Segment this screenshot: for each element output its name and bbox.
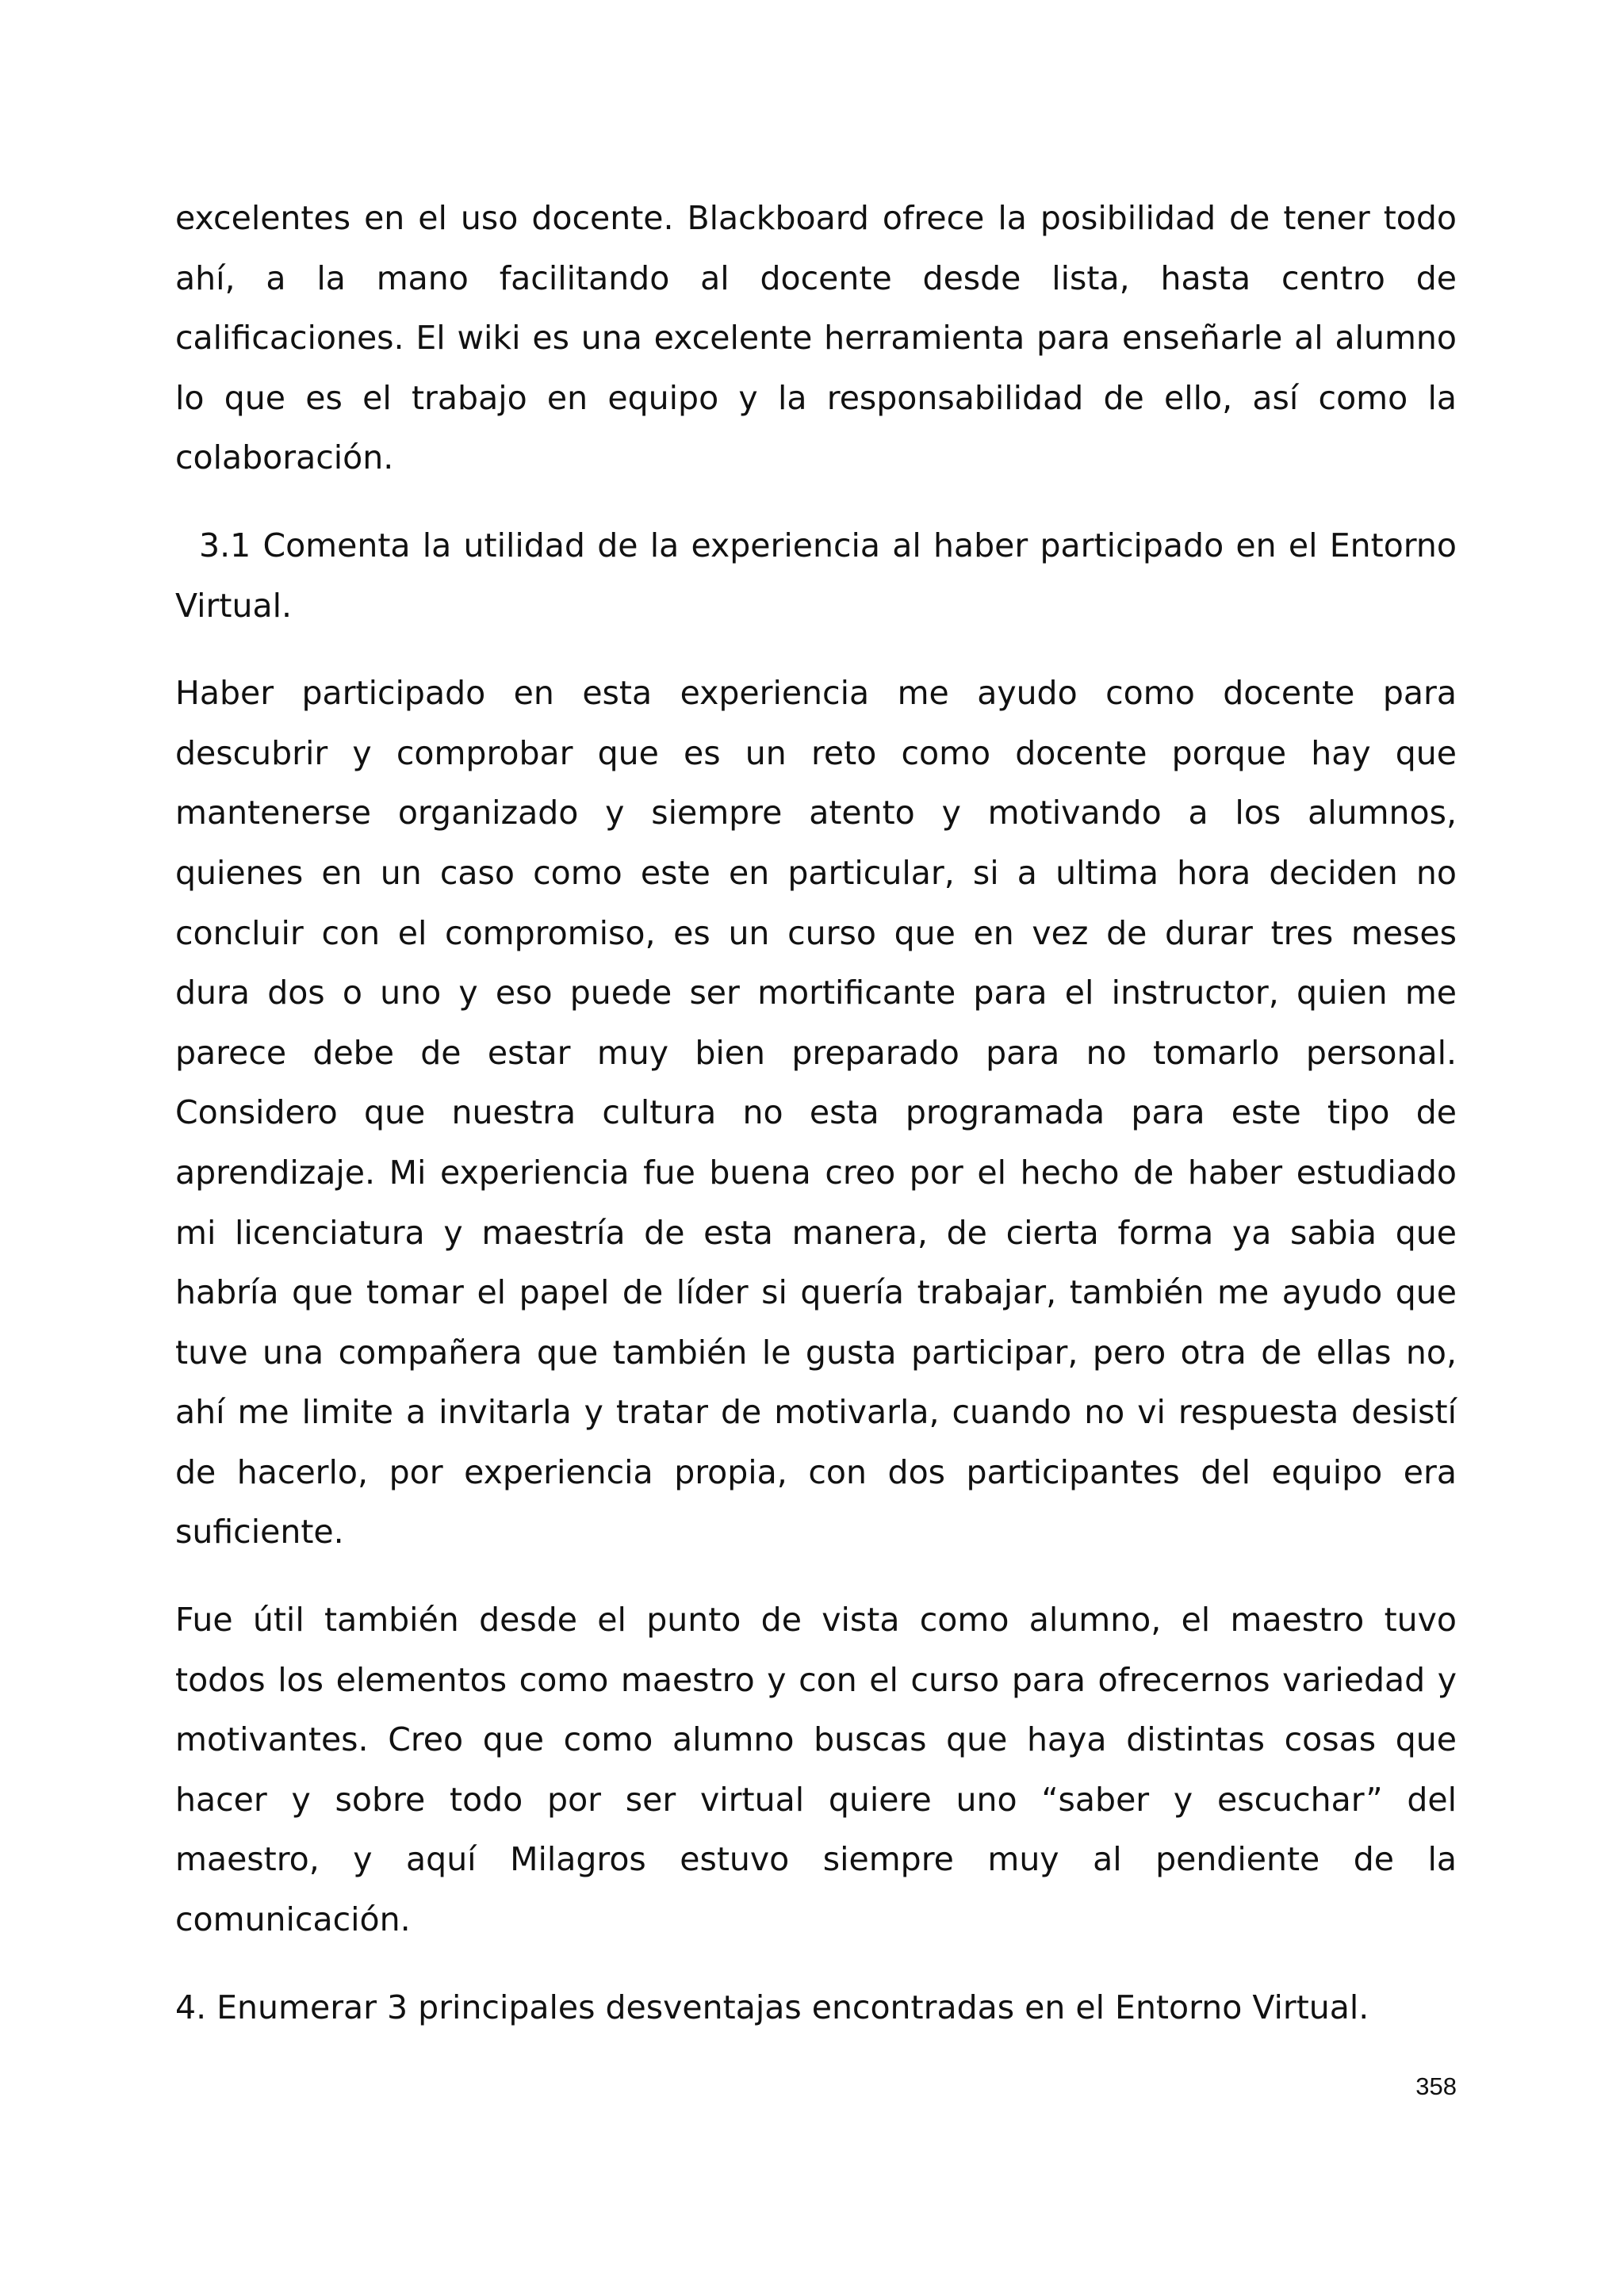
text-line: maestro, y aquí Milagros estuvo siempre muy al pendiente de la xyxy=(175,1840,1457,1879)
text-line: Considero que nuestra cultura no esta programada para este tipo de xyxy=(175,1093,1457,1132)
text-line: quienes en un caso como este en particular, si a ultima hora deciden no xyxy=(175,853,1457,892)
text-line: lo que es el trabajo en equipo y la responsabilidad de ello, así como la xyxy=(175,378,1457,417)
text-line: concluir con el compromiso, es un curso que en vez de durar tres meses xyxy=(175,913,1457,952)
paragraph xyxy=(175,189,1457,488)
page-number: 358 xyxy=(1415,2072,1457,2100)
text-line: 4. Enumerar 3 principales desventajas encontradas en el Entorno Virtual. xyxy=(175,1988,1369,2026)
text-line: Virtual. xyxy=(175,586,293,625)
question-heading xyxy=(175,516,1457,636)
text-line: mi licenciatura y maestría de esta manera, de cierta forma ya sabia que xyxy=(175,1213,1457,1252)
text-line: Fue útil también desde el punto de vista como alumno, el maestro tuvo xyxy=(175,1601,1457,1640)
text-line: colaboración. xyxy=(175,438,394,477)
text-line: aprendizaje. Mi experiencia fue buena creo por el hecho de haber estudiado xyxy=(175,1153,1457,1192)
question-heading xyxy=(175,1978,1457,2038)
text-line: dura dos o uno y eso puede ser mortificante para el instructor, quien me xyxy=(175,974,1457,1012)
text-line: tuve una compañera que también le gusta participar, pero otra de ellas no, xyxy=(175,1333,1457,1372)
paragraph xyxy=(175,664,1457,1563)
text-line: hacer y sobre todo por ser virtual quiere uno “saber y escuchar” del xyxy=(175,1780,1457,1819)
paragraph xyxy=(175,1590,1457,1950)
text-line: 3.1 Comenta la utilidad de la experiencia al haber participado en el Entorno xyxy=(199,526,1457,564)
text-line: comunicación. xyxy=(175,1900,411,1939)
text-line: motivantes. Creo que como alumno buscas que haya distintas cosas que xyxy=(175,1720,1457,1759)
text-line: de hacerlo, por experiencia propia, con dos participantes del equipo era xyxy=(175,1452,1457,1491)
body-text xyxy=(175,189,1457,2065)
text-line: excelentes en el uso docente. Blackboard ofrece la posibilidad de tener todo xyxy=(175,199,1457,237)
text-line: habría que tomar el papel de líder si quería trabajar, también me ayudo que xyxy=(175,1273,1457,1312)
text-line: ahí me limite a invitarla y tratar de motivarla, cuando no vi respuesta desistí xyxy=(175,1393,1457,1432)
text-line: ahí, a la mano facilitando al docente desde lista, hasta centro de xyxy=(175,258,1457,297)
text-line: descubrir y comprobar que es un reto como docente porque hay que xyxy=(175,733,1457,772)
text-line: mantenerse organizado y siempre atento y motivando a los alumnos, xyxy=(175,794,1457,832)
text-line: Haber participado en esta experiencia me ayudo como docente para xyxy=(175,674,1457,713)
text-line: todos los elementos como maestro y con el curso para ofrecernos variedad y xyxy=(175,1660,1457,1699)
text-line: suficiente. xyxy=(175,1513,344,1552)
text-line: parece debe de estar muy bien preparado para no tomarlo personal. xyxy=(175,1033,1457,1072)
text-line: calificaciones. El wiki es una excelente herramienta para enseñarle al alumno xyxy=(175,319,1457,358)
